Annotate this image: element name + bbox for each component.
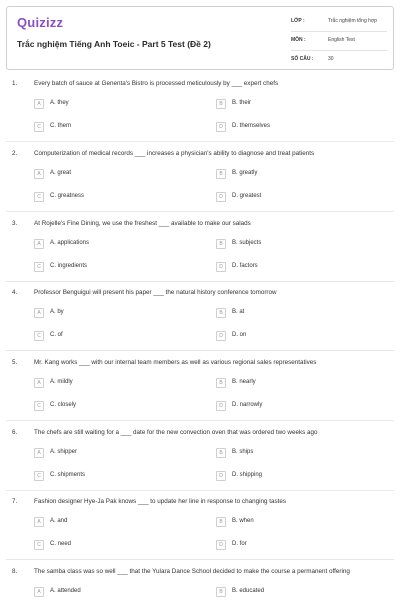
meta-key: MÔN : [291, 37, 306, 43]
question-number: 8. [12, 568, 18, 575]
worksheet-title: Trắc nghiệm Tiếng Anh Toeic - Part 5 Test (Đề 2) [17, 39, 211, 49]
option-text: C. of [50, 332, 63, 338]
option-letter-box: C [34, 262, 44, 272]
option-text: C. ingredients [50, 263, 88, 269]
option-text: D. factors [232, 263, 258, 269]
option-letter-box: B [216, 169, 226, 179]
option-text: B. nearly [232, 379, 256, 385]
option-letter-box: B [216, 239, 226, 249]
option-text: A. great [50, 170, 72, 176]
question-text: Computerization of medical records ___ increases a physician's ability to diagnose and treat patients [34, 150, 315, 157]
option-text: A. applications [50, 240, 90, 246]
option-text: C. shipments [50, 472, 86, 478]
question-divider [6, 281, 394, 282]
option-text: A. mildly [50, 379, 73, 385]
option-text: B. when [232, 518, 254, 524]
option-text: D. themselves [232, 123, 271, 129]
option-letter-box: C [34, 192, 44, 202]
option-text: B. greatly [232, 170, 258, 176]
option-letter-box: D [216, 262, 226, 272]
option-letter-box: A [34, 517, 44, 527]
meta-key: LỚP : [291, 18, 305, 24]
question-divider [6, 420, 394, 421]
option-text: D. narrowly [232, 402, 263, 408]
question-divider [6, 141, 394, 142]
question-number: 2. [12, 150, 18, 157]
option-text: C. need [50, 541, 72, 547]
question-text: Every batch of sauce at Genenta's Bistro is processed meticulously by ___ expert chefs [34, 80, 279, 87]
option-letter-box: C [34, 401, 44, 411]
question-number: 4. [12, 289, 18, 296]
question-text: Mr. Kang works ___ with our internal team members as well as various regional sales representatives [34, 359, 317, 366]
option-text: C. them [50, 123, 72, 129]
question-number: 7. [12, 498, 18, 505]
question-divider [6, 559, 394, 560]
option-text: B. their [232, 100, 252, 106]
option-letter-box: A [34, 587, 44, 597]
option-letter-box: C [34, 331, 44, 341]
question-text: Fashion designer Hye-Ja Pak knows ___ to update her line in response to changing tastes [34, 498, 287, 505]
option-text: D. greatest [232, 193, 262, 199]
option-text: C. closely [50, 402, 77, 408]
option-letter-box: D [216, 122, 226, 132]
quizizz-logo: Quizizz [17, 15, 64, 30]
option-text: B. at [232, 309, 245, 315]
meta-key: SỐ CÂU : [291, 56, 314, 62]
option-text: A. and [50, 518, 68, 524]
option-letter-box: D [216, 471, 226, 481]
meta-row-subject [291, 34, 387, 51]
meta-value: 30 [328, 56, 334, 62]
option-letter-box: B [216, 448, 226, 458]
option-text: A. attended [50, 588, 81, 594]
question-text: Professor Benguigui will present his paper ___ the natural history conference tomorrow [34, 289, 277, 296]
option-letter-box: C [34, 122, 44, 132]
question-divider [6, 211, 394, 212]
worksheet-meta [291, 15, 387, 71]
option-letter-box: A [34, 239, 44, 249]
option-text: A. shipper [50, 449, 78, 455]
option-text: A. they [50, 100, 69, 106]
option-text: B. educated [232, 588, 265, 594]
question-number: 5. [12, 359, 18, 366]
meta-row-count [291, 53, 387, 69]
option-letter-box: D [216, 192, 226, 202]
question-divider [6, 490, 394, 491]
option-letter-box: A [34, 308, 44, 318]
meta-row-class [291, 15, 387, 32]
option-letter-box: B [216, 378, 226, 388]
option-letter-box: C [34, 540, 44, 550]
option-letter-box: D [216, 331, 226, 341]
option-text: C. greatness [50, 193, 85, 199]
option-letter-box: A [34, 378, 44, 388]
question-text: The samba class was so well ___ that the Yulara Dance School decided to make the course a permanent offering [34, 568, 350, 575]
option-letter-box: A [34, 448, 44, 458]
worksheet-header [6, 6, 394, 70]
option-text: D. shipping [232, 472, 263, 478]
option-letter-box: B [216, 587, 226, 597]
option-text: B. ships [232, 449, 254, 455]
question-number: 1. [12, 80, 18, 87]
option-text: B. subjects [232, 240, 262, 246]
option-letter-box: D [216, 401, 226, 411]
option-letter-box: C [34, 471, 44, 481]
question-number: 3. [12, 220, 18, 227]
question-number: 6. [12, 429, 18, 436]
option-letter-box: B [216, 308, 226, 318]
question-text: At Rojelle's Fine Dining, we use the freshest ___ available to make our salads [34, 220, 251, 227]
meta-value: Trắc nghiệm tổng hợp [328, 18, 377, 24]
option-letter-box: D [216, 540, 226, 550]
option-text: A. by [50, 309, 64, 315]
option-letter-box: A [34, 99, 44, 109]
option-text: D. on [232, 332, 247, 338]
option-letter-box: B [216, 517, 226, 527]
meta-value: English Test [328, 37, 355, 43]
question-divider [6, 350, 394, 351]
option-letter-box: A [34, 169, 44, 179]
option-text: D. for [232, 541, 247, 547]
option-letter-box: B [216, 99, 226, 109]
question-text: The chefs are still waiting for a ___ date for the new convection oven that was ordered two weeks ago [34, 429, 318, 436]
